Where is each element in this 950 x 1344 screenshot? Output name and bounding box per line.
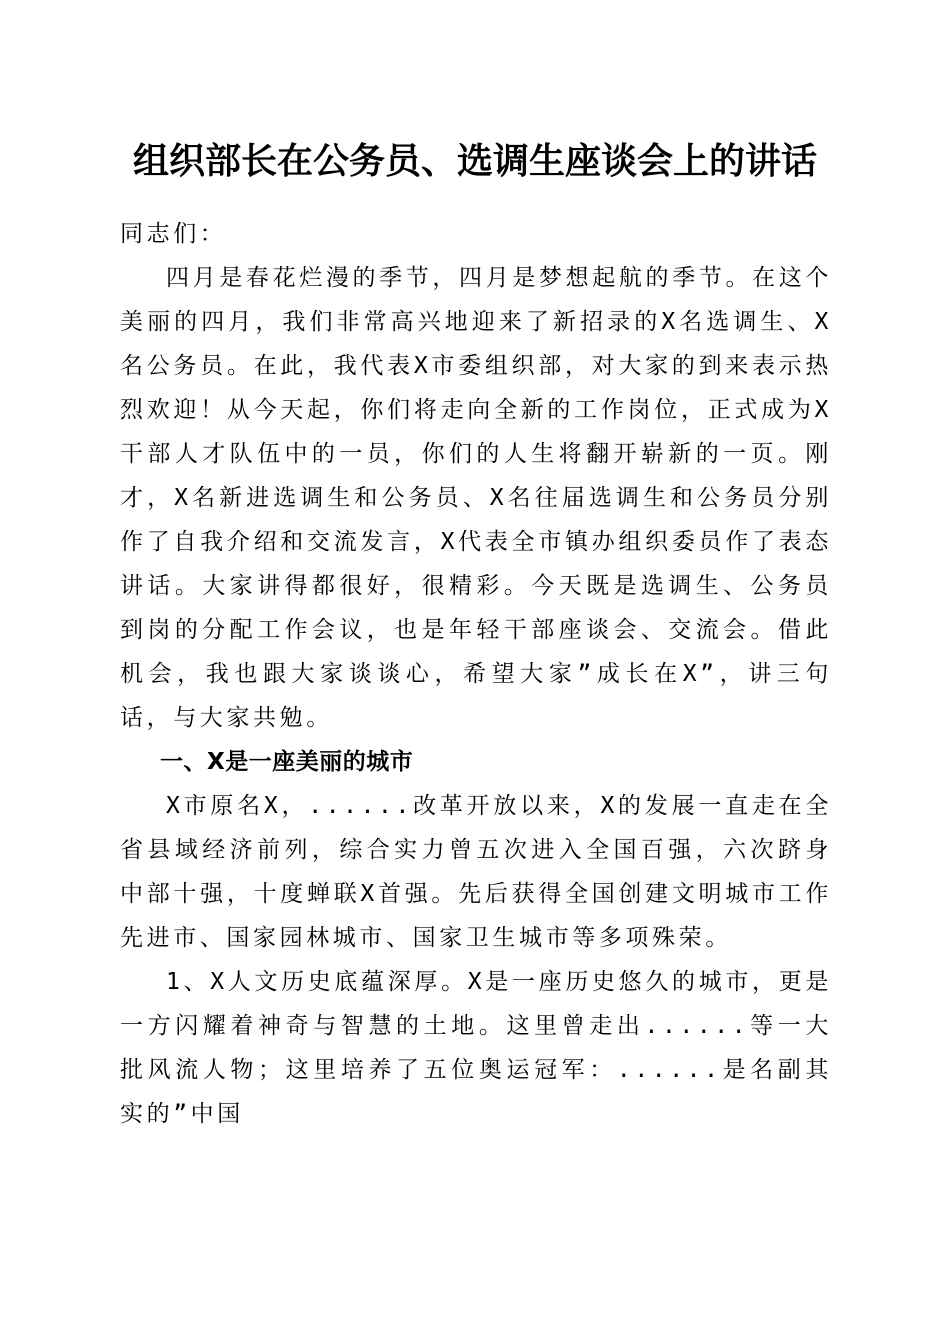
section-1-paragraph: X市原名X，......改革开放以来，X的发展一直走在全省县域经济前列，综合实力曾五次进入全国百强，六次跻身中部十强，十度蝉联X首强。先后获得全国创建文明城市工作先进市、国家园林城市、国家卫生城市等多项殊荣。 xyxy=(120,793,832,951)
document-title: 组织部长在公务员、选调生座谈会上的讲话 xyxy=(132,140,817,182)
point-1-paragraph: 1、X人文历史底蕴深厚。X是一座历史悠久的城市，更是一方闪耀着神奇与智慧的土地。这里曾走出......等一大批风流人物；这里培养了五位奥运冠军：......是名副其实的”中国 xyxy=(120,969,832,1127)
intro-paragraph: 四月是春花烂漫的季节，四月是梦想起航的季节。在这个美丽的四月，我们非常高兴地迎来了新招录的X名选调生、X名公务员。在此，我代表X市委组织部，对大家的到来表示热烈欢迎！从今天起，你们将走向全新的工作岗位，正式成为X干部人才队伍中的一员，你们的人生将翻开崭新的一页。刚才，X名新进选调生和公务员、X名往届选调生和公务员分别作了自我介绍和交流发言，X代表全市镇办组织委员作了表态讲话。大家讲得都很好，很精彩。今天既是选调生、公务员到岗的分配工作会议，也是年轻干部座谈会、交流会。借此机会，我也跟大家谈谈心，希望大家”成长在X”，讲三句话，与大家共勉。 xyxy=(120,265,832,731)
document-body xyxy=(120,212,832,1136)
salutation: 同志们： xyxy=(120,221,227,247)
section-1-heading: 一、X是一座美丽的城市 xyxy=(160,749,414,775)
